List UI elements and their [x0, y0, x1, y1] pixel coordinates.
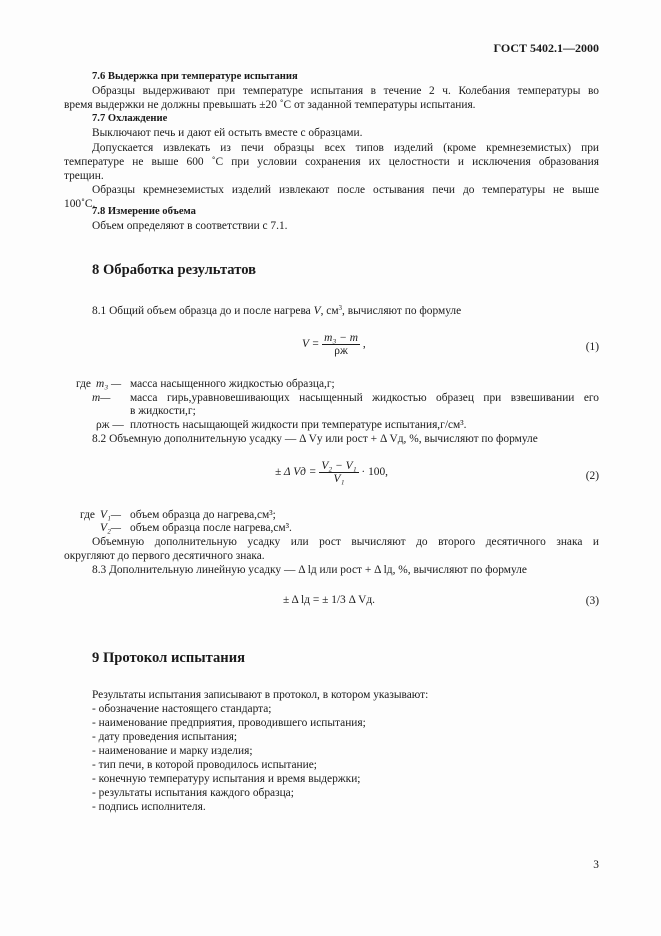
section-9-item-3: - дату проведения испытания; — [92, 731, 238, 743]
section-7-7-para-3-line-1: Образцы кремнеземистых изделий извлекают после остывания печи до температуры не выше — [92, 184, 599, 196]
where-1-lead: где — [76, 378, 91, 390]
formula-1-numerator: m₃ − m — [324, 332, 358, 344]
formula-2-numerator: V₂ − V₁ — [321, 460, 357, 472]
formula-2-number: (2) — [585, 470, 599, 482]
section-7-7-para-2-line-2: температуре не выше 600 ˚С при условии сохранения их целостности и исключения образования — [64, 156, 599, 168]
where-2-text-1: объем образца до нагрева,см³; — [130, 509, 276, 521]
clause-8-1-tail: , вычисляют по формуле — [342, 305, 462, 317]
section-9-item-4: - наименование и марку изделия; — [92, 745, 253, 757]
where-2-text-2: объем образца после нагрева,см³. — [130, 522, 292, 534]
formula-2-denominator: V₁ — [333, 473, 345, 485]
formula-2-lhs: ± Δ Vд = — [275, 466, 317, 479]
formula-2-tail: · 100, — [361, 466, 388, 479]
section-9-item-5: - тип печи, в которой проводилось испытание; — [92, 759, 317, 771]
where-1-text-1: масса насыщенного жидкостью образца,г; — [130, 378, 335, 390]
where-1-var-2: m— — [92, 392, 111, 404]
where-1-text-3: плотность насыщающей жидкости при температуре испытания,г/см³. — [130, 419, 467, 431]
section-7-8-para: Объем определяют в соответствии с 7.1. — [92, 220, 288, 232]
page-number: 3 — [593, 859, 599, 871]
formula-1-denominator: ρж — [334, 345, 348, 357]
section-7-6-line-1: Образцы выдерживают при температуре испытания в течение 2 ч. Колебания температуры во — [92, 85, 599, 97]
section-9-item-8: - подпись исполнителя. — [92, 801, 206, 813]
formula-2-fraction — [319, 460, 358, 485]
clause-8-3: 8.3 Дополнительную линейную усадку — Δ lд или рост + Δ lд, %, вычисляют по формуле — [92, 564, 527, 576]
formula-3-number: (3) — [585, 595, 599, 607]
where-2-var-1: V₁— — [100, 509, 122, 521]
clause-8-1-text: 8.1 Общий объем образца до и после нагрева — [92, 305, 311, 317]
section-7-8-title: 7.8 Измерение объема — [92, 206, 196, 217]
clause-8-2: 8.2 Объемную дополнительную усадку — Δ Vу или рост + Δ Vд, %, вычисляют по формуле — [92, 433, 538, 445]
formula-1 — [302, 332, 366, 357]
formula-1-lhs: V = — [302, 338, 320, 351]
formula-1-tail: , — [362, 338, 366, 351]
section-9-item-2: - наименование предприятия, проводившего испытания; — [92, 717, 366, 729]
section-7-6-line-2: время выдержки не должны превышать ±20 ˚С от заданной температуры испытания. — [64, 99, 476, 111]
where-2-var-2: V₂— — [100, 522, 122, 534]
where-1-text-2a: масса гирь,уравновешивающих насыщенный жидкостью образец при взвешивании его — [130, 392, 599, 404]
section-7-6-title: 7.6 Выдержка при температуре испытания — [92, 71, 298, 82]
clause-8-1: 8.1 Общий объем образца до и после нагрева V, $см^3$, вычисляют по формуле — [92, 304, 462, 317]
clause-8-1-unit: , см — [320, 305, 339, 317]
document-header: ГОСТ 5402.1—2000 — [493, 41, 599, 55]
section-9-intro: Результаты испытания записывают в протокол, в котором указывают: — [92, 689, 429, 701]
clause-8-2-note-line-1: Объемную дополнительную усадку или рост вычисляют до второго десятичного знака и — [92, 536, 599, 548]
section-9-item-7: - результаты испытания каждого образца; — [92, 787, 294, 799]
section-7-7-para-3-line-2: 100˚С. — [64, 198, 96, 210]
formula-3: ± Δ lд = ± 1/3 Δ Vд. — [283, 594, 376, 606]
section-9-item-6: - конечную температуру испытания и время выдержки; — [92, 773, 361, 785]
clause-8-1-var: V — [313, 305, 321, 317]
formula-2 — [275, 460, 388, 485]
section-9-title: 9 Протокол испытания — [92, 650, 245, 666]
section-7-7-title: 7.7 Охлаждение — [92, 113, 168, 124]
where-1-var-1: m₃ — — [96, 378, 122, 390]
where-2-lead: где — [80, 509, 95, 521]
section-7-7-para-2-line-3: трещин. — [64, 170, 104, 182]
where-1-var-3: ρж — — [96, 419, 124, 431]
section-7-7-para-1: Выключают печь и дают ей остыть вместе с образцами. — [92, 127, 363, 139]
clause-8-2-note-line-2: округляют до первого десятичного знака. — [64, 550, 265, 562]
section-7-7-para-2-line-1: Допускается извлекать из печи образцы всех типов изделий (кроме кремнеземистых) при — [92, 142, 599, 154]
formula-1-number: (1) — [585, 341, 599, 353]
formula-1-fraction — [322, 332, 360, 357]
where-1-text-2b: в жидкости,г; — [130, 405, 196, 417]
section-8-title: 8 Обработка результатов — [92, 262, 257, 278]
section-9-item-1: - обозначение настоящего стандарта; — [92, 703, 272, 715]
